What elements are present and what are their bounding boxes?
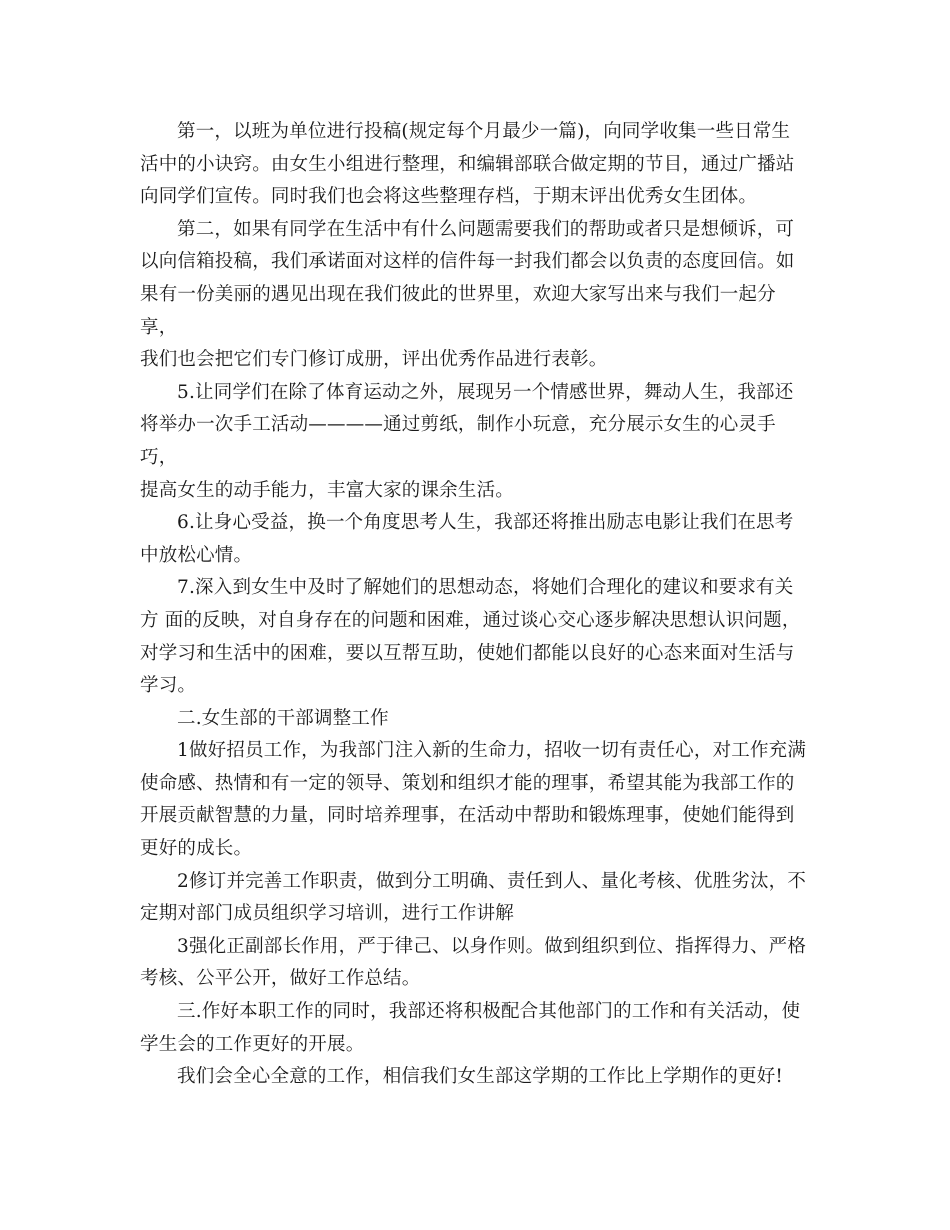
paragraph-item-5 xyxy=(140,377,812,507)
section-heading: 二.女生部的干部调整工作 xyxy=(177,707,389,729)
text-line: 向同学们宣传。同时我们也会将这些整理存档，于期末评出优秀女生团体。 xyxy=(140,186,758,208)
paragraph-cadre-1 xyxy=(140,735,812,865)
section-heading-cooperation xyxy=(140,996,812,1061)
text-line: 学习。 xyxy=(140,675,197,697)
text-line: 使命感、热情和有一定的领导、策划和组织才能的理事，希望其能为我部工作的 xyxy=(140,772,795,794)
text-line: 第二，如果有同学在生活中有什么问题需要我们的帮助或者只是想倾诉，可 xyxy=(177,218,795,240)
text-line: 第一，以班为单位进行投稿(规定每个月最少一篇)，向同学收集一些日常生 xyxy=(177,121,791,142)
text-line: 学生会的工作更好的开展。 xyxy=(140,1033,365,1055)
text-line: 中放松心情。 xyxy=(140,544,253,566)
text-line: 三.作好本职工作的同时，我部还将积极配合其他部门的工作和有关活动，使 xyxy=(177,1001,801,1023)
text-line: 定期对部门成员组织学习培训，进行工作讲解 xyxy=(140,903,515,925)
paragraph-cadre-2 xyxy=(140,866,812,931)
text-line: 7.深入到女生中及时了解她们的思想动态，将她们合理化的建议和要求有关 xyxy=(177,577,794,599)
section-heading-cadre xyxy=(140,703,812,736)
text-line: 3强化正副部长作用，严于律己、以身作则。做到组织到位、指挥得力、严格 xyxy=(177,935,807,957)
text-line: 提高女生的动手能力，丰富大家的课余生活。 xyxy=(140,479,515,501)
text-line: 果有一份美丽的遇见出现在我们彼此的世界里，欢迎大家写出来与我们一起分享， xyxy=(140,283,776,338)
paragraph-item-6 xyxy=(140,507,812,572)
paragraph-submission xyxy=(140,116,812,214)
text-line: 5.让同学们在除了体育运动之外，展现另一个情感世界，舞动人生，我部还 xyxy=(177,381,794,403)
text-line: 开展贡献智慧的力量，同时培养理事，在活动中帮助和锻炼理事，使她们能得到 xyxy=(140,805,795,827)
text-line: 2修订并完善工作职责，做到分工明确、责任到人、量化考核、优胜劣汰，不 xyxy=(177,870,807,892)
text-line: 对学习和生活中的困难，要以互帮互助，使她们都能以良好的心态来面对生活与 xyxy=(140,642,795,664)
text-line: 考核、公平公开，做好工作总结。 xyxy=(140,968,421,990)
text-line: 方 面的反映，对自身存在的问题和困难，通过谈心交心逐步解决思想认识问题， xyxy=(140,609,801,631)
text-line: 6.让身心受益，换一个角度思考人生，我部还将推出励志电影让我们在思考 xyxy=(177,512,794,534)
paragraph-item-7 xyxy=(140,572,812,702)
text-line: 活中的小诀窍。由女生小组进行整理，和编辑部联合做定期的节目，通过广播站 xyxy=(140,153,795,175)
text-line: 我们会全心全意的工作，相信我们女生部这学期的工作比上学期作的更好! xyxy=(177,1066,784,1088)
text-line: 我们也会把它们专门修订成册，评出优秀作品进行表彰。 xyxy=(140,349,608,371)
text-line: 以向信箱投稿，我们承诺面对这样的信件每一封我们都会以负责的态度回信。如 xyxy=(140,251,795,273)
paragraph-mailbox xyxy=(140,214,812,377)
text-line: 将举办一次手工活动————通过剪纸，制作小玩意，充分展示女生的心灵手巧， xyxy=(140,414,776,468)
text-line: 1做好招员工作，为我部门注入新的生命力，招收一切有责任心，对工作充满 xyxy=(177,740,807,762)
paragraph-closing xyxy=(140,1061,812,1094)
paragraph-cadre-3 xyxy=(140,931,812,996)
document-body xyxy=(140,116,812,1094)
text-line: 更好的成长。 xyxy=(140,838,253,860)
